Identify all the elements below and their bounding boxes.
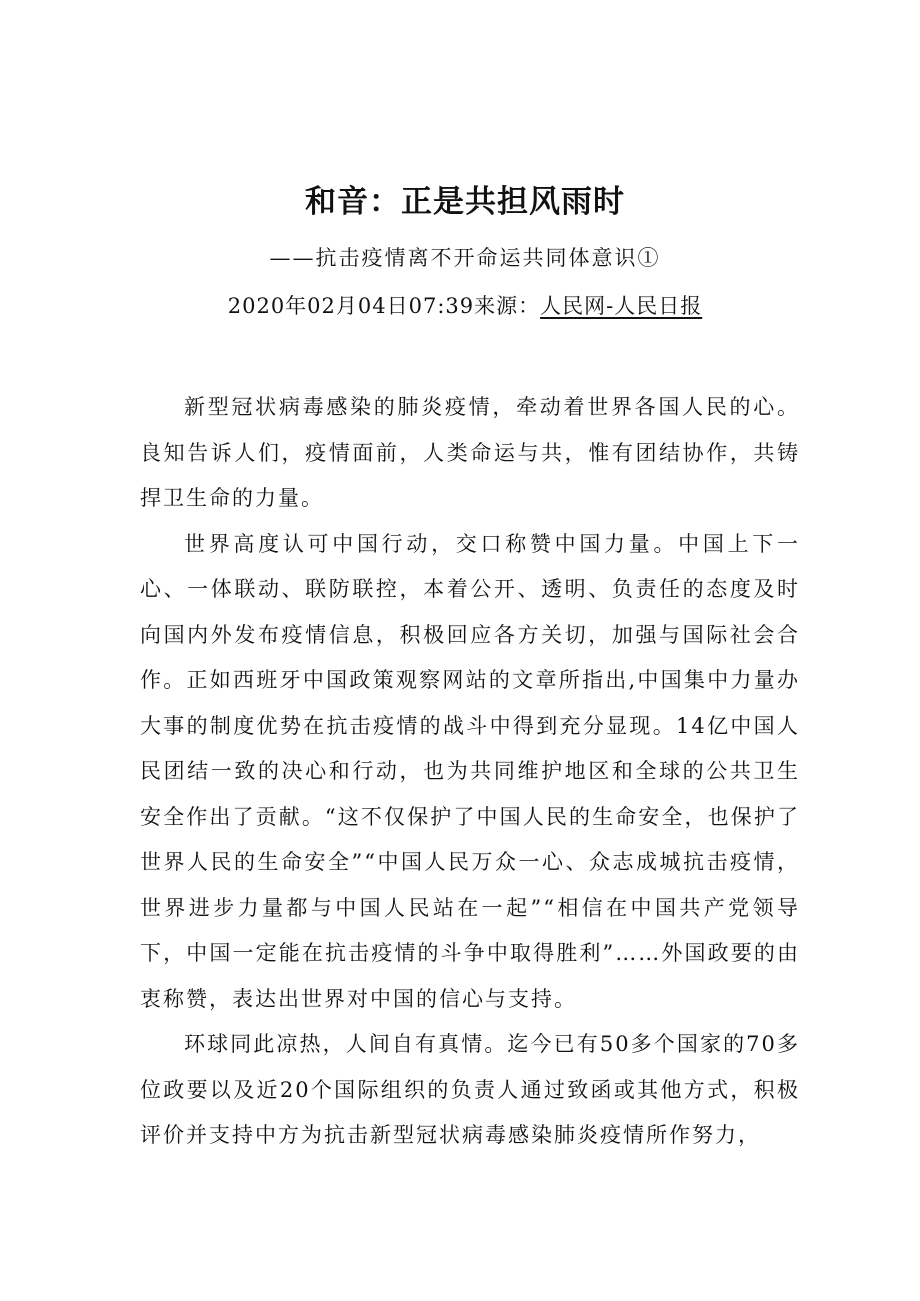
paragraph-1: 新型冠状病毒感染的肺炎疫情，牵动着世界各国人民的心。良知告诉人们，疫情面前，人类命运与共，惟有团结协作，共铸捍卫生命的力量。	[140, 395, 800, 510]
article-meta	[0, 288, 920, 324]
article-body	[140, 385, 800, 1159]
article-subtitle: ——抗击疫情离不开命运共同体意识①	[269, 246, 661, 270]
source-link[interactable]: 人民网-人民日报	[540, 294, 703, 318]
source-label: 来源：	[474, 294, 541, 318]
publish-datetime: 2020年02月04日07:39	[227, 294, 475, 318]
paragraph-3: 环球同此凉热，人间自有真情。迄今已有50多个国家的70多位政要以及近20个国际组织的负责人通过致函或其他方式，积极评价并支持中方为抗击新型冠状病毒感染肺炎疫情所作努力，	[140, 1032, 800, 1147]
article-title: 和音：正是共担风雨时	[305, 184, 625, 220]
paragraph-2: 世界高度认可中国行动，交口称赞中国力量。中国上下一心、一体联动、联防联控，本着公开、透明、负责任的态度及时向国内外发布疫情信息，积极回应各方关切，加强与国际社会合作。正如西班牙中国政策观察网站的文章所指出,中国集中力量办大事的制度优势在抗击疫情的战斗中得到充分显现。14亿中国人民团结一致的决心和行动，也为共同维护地区和全球的公共卫生安全作出了贡献。“这不仅保护了中国人民的生命安全，也保护了世界人民的生命安全”“中国人民万众一心、众志成城抗击疫情，世界进步力量都与中国人民站在一起”“相信在中国共产党领导下，中国一定能在抗击疫情的斗争中取得胜利”……外国政要的由衷称赞，表达出世界对中国的信心与支持。	[140, 531, 800, 1011]
